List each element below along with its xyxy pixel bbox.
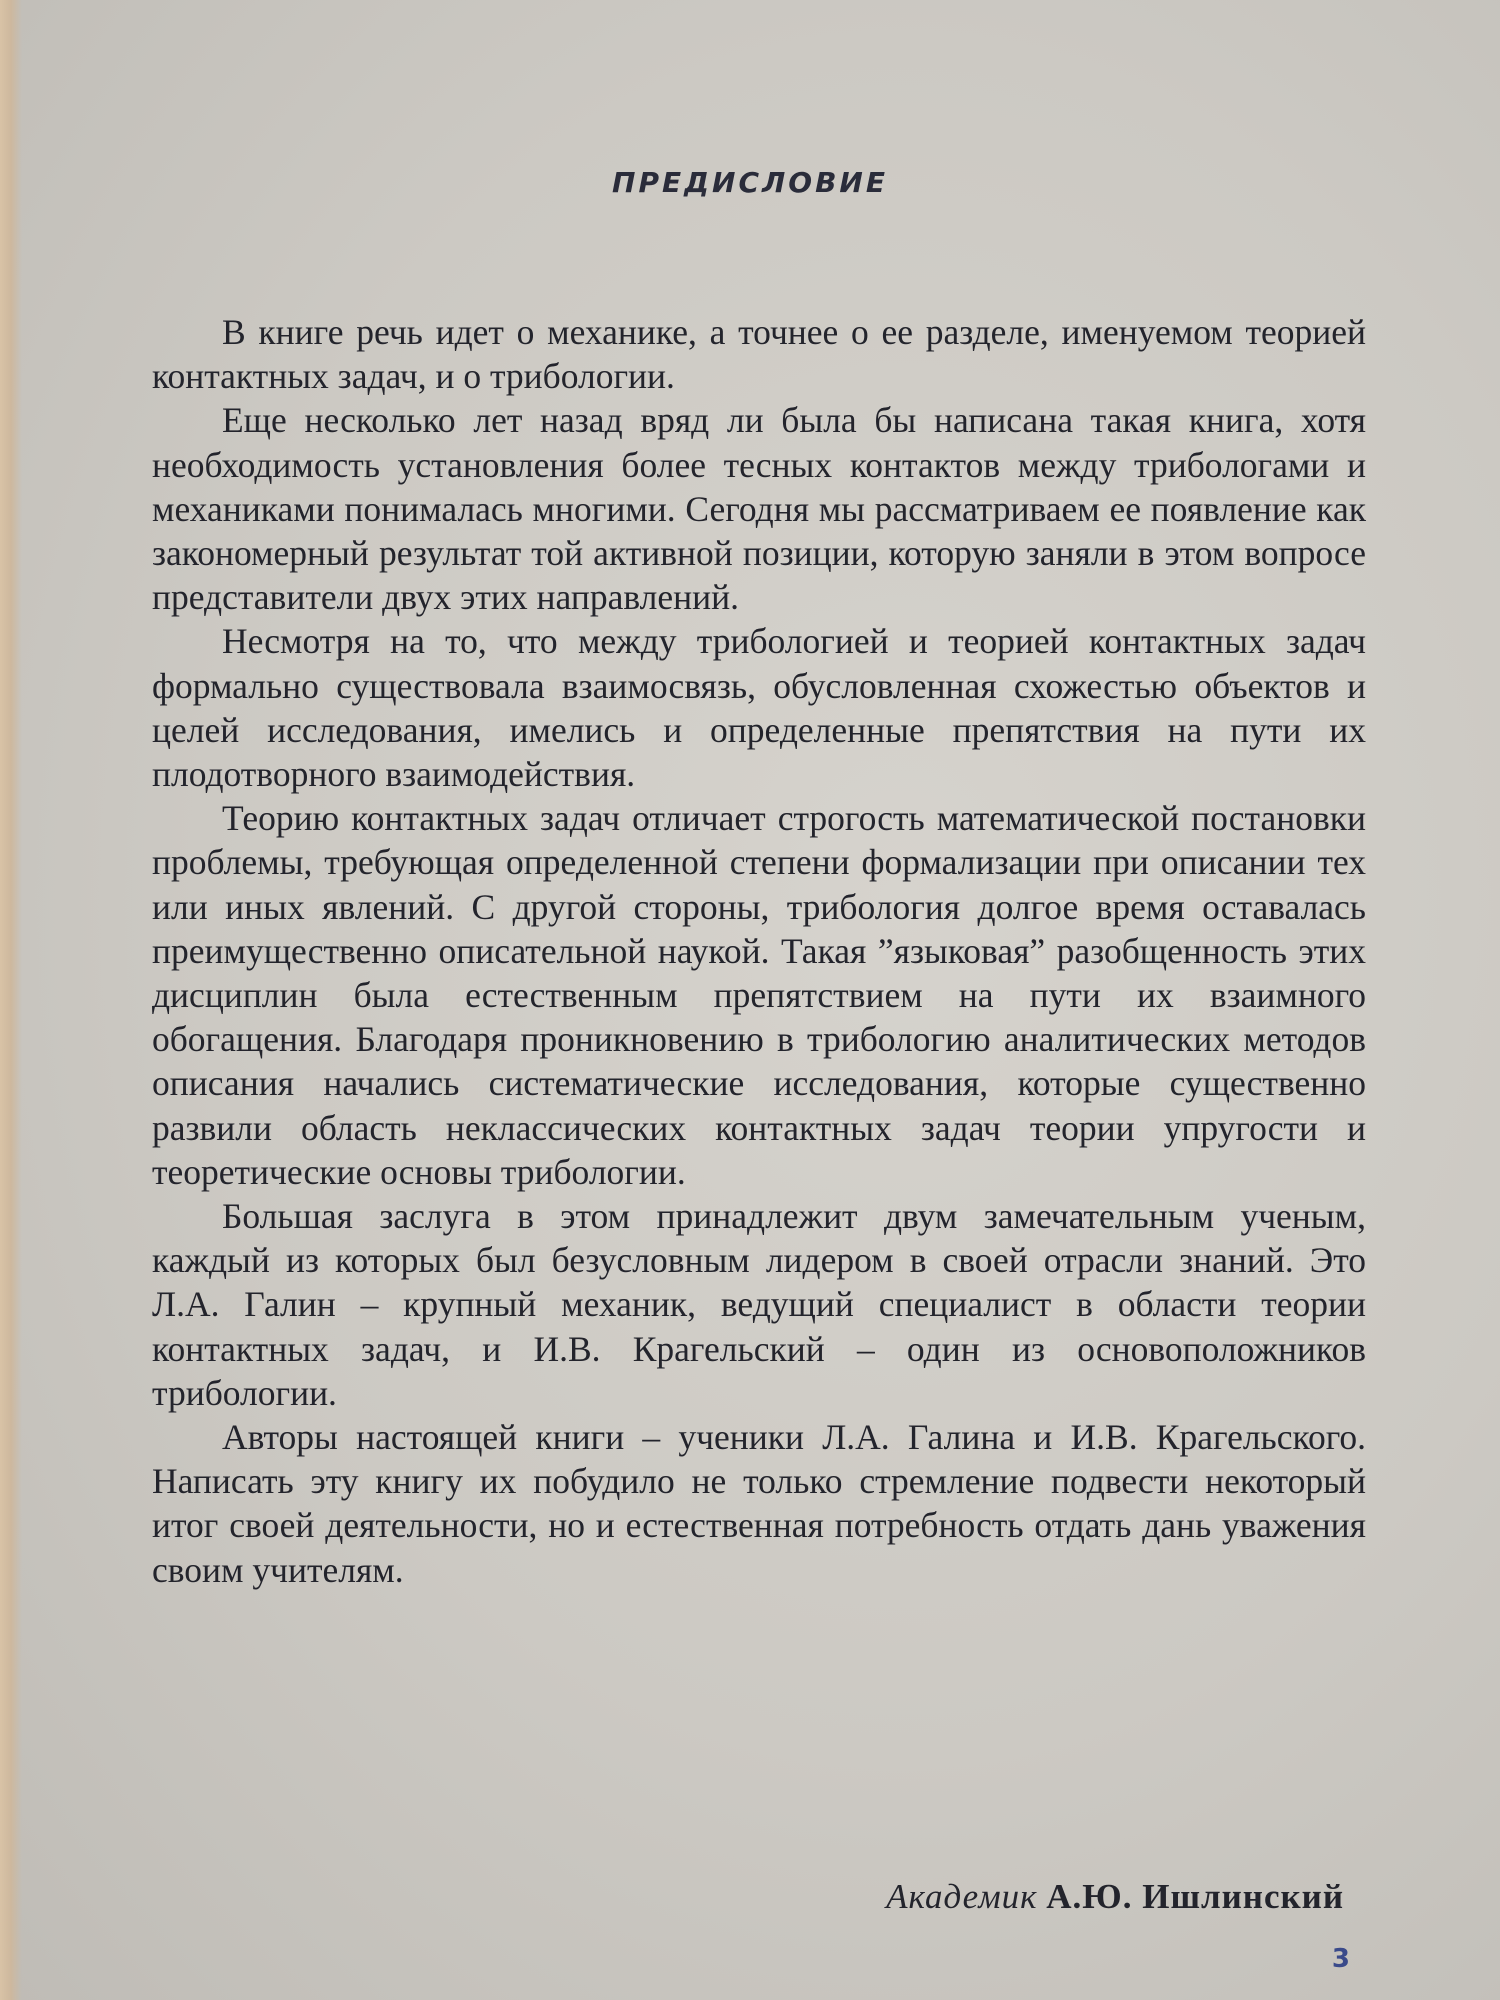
paragraph: Теорию контактных задач отличает строгость математической постановки проблемы, требующая определенной степени формализации при описании тех или иных явлений. С другой стороны, трибология долгое время оставалась преимущественно описательной наукой. Такая ”языковая” разобщенность этих дисциплин была естественным препятствием на пути их взаимного обогащения. Благодаря проникновению в трибологию аналитических методов описания начались систематические исследования, которые существенно развили область неклассических контактных задач теории упругости и теоретические основы трибологии. <box>152 798 1366 1192</box>
paragraph: Еще несколько лет назад вряд ли была бы написана такая книга, хотя необходимость установления более тесных контактов между трибологами и механиками понималась многими. Сегодня мы рассматриваем ее появление как закономерный результат той активной позиции, которую заняли в этом вопросе представители двух этих направлений. <box>152 400 1366 618</box>
paragraph: Авторы настоящей книги – ученики Л.А. Галина и И.В. Крагельского. Написать эту книгу их побудило не только стремление подвести некоторый итог своей деятельности, но и естественная потребность отдать дань уважения своим учителям. <box>152 1417 1366 1590</box>
paragraph: Большая заслуга в этом принадлежит двум замечательным ученым, каждый из которых был безусловным лидером в своей отрасли знаний. Это Л.А. Галин – крупный механик, ведущий специалист в области теории контактных задач, и И.В. Крагельский – один из основоположников трибологии. <box>152 1196 1366 1413</box>
page-heading: ПРЕДИСЛОВИЕ <box>612 166 888 199</box>
paragraph: Несмотря на то, что между трибологией и теорией контактных задач формально существовала взаимосвязь, обусловленная схожестью объектов и целей исследования, имелись и определенные препятствия на пути их плодотворного взаимодействия. <box>152 621 1366 795</box>
page-number: 3 <box>1331 1944 1350 1974</box>
body-text <box>152 310 1366 1592</box>
signature <box>886 1877 1344 1917</box>
paragraph: В книге речь идет о механике, а точнее о ее разделе, именуемом теорией контактных задач, и о трибологии. <box>152 312 1366 397</box>
signature-title: Академик <box>886 1877 1038 1916</box>
signature-name: А.Ю. Ишлинский <box>1046 1877 1344 1916</box>
page-gutter <box>0 0 22 2000</box>
